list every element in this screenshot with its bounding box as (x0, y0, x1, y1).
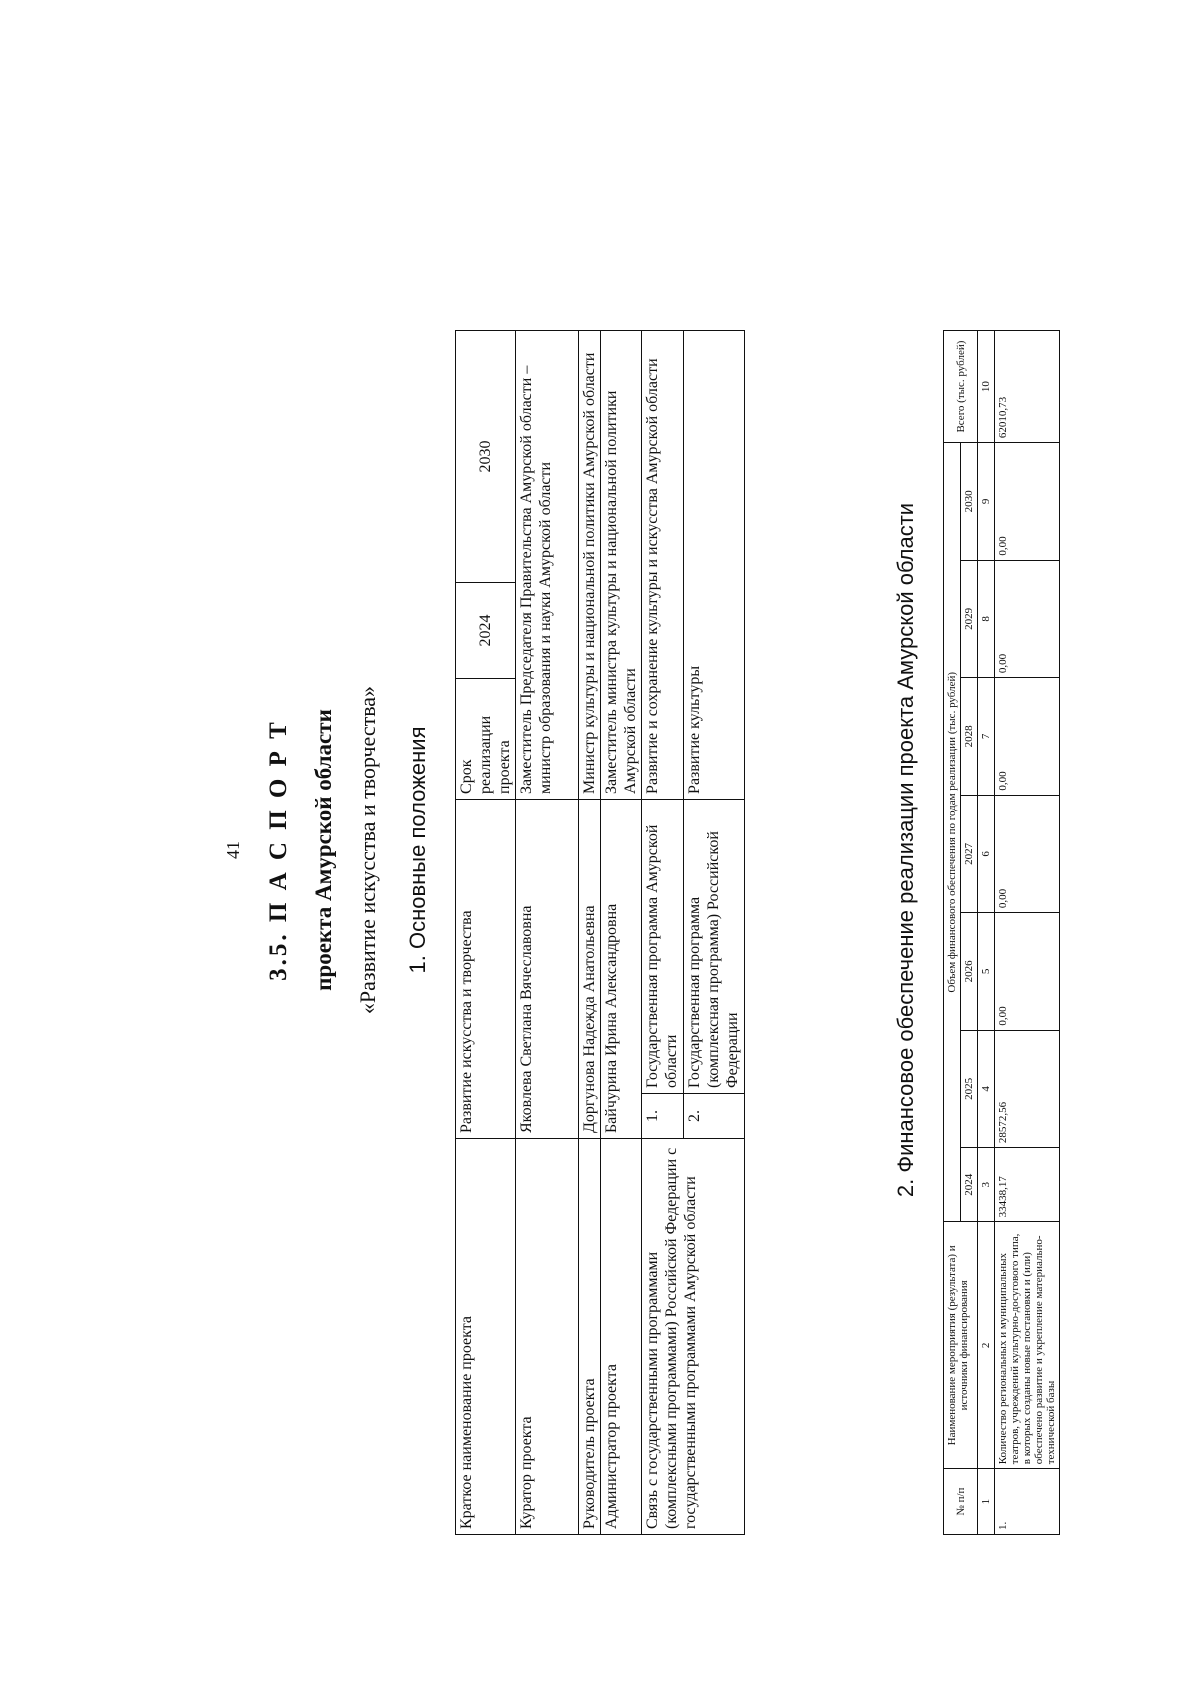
index-cell: 3 (978, 1148, 995, 1222)
year-cell: 2027 (961, 795, 978, 912)
head-row (579, 331, 601, 1535)
head-label: Руководитель проекта (579, 1139, 601, 1535)
short-name-label: Краткое наименование проекта (456, 1139, 516, 1535)
rotated-page (125, 125, 1075, 1575)
period-end: 2030 (456, 331, 516, 583)
program-links-label: Связь с государственными программами (комплексными программами) Российской Федерации с государственными программами Амурской области (642, 1139, 745, 1535)
value-cell: 28572,56 (995, 1030, 1060, 1147)
total-cell: 62010,73 (995, 331, 1060, 443)
index-cell: 1 (978, 1469, 995, 1535)
index-cell: 5 (978, 913, 995, 1030)
row-name: Количество региональных и муниципальных театров, учреждений культурно-досугового типа, в которых созданы новые постановки и (или) обеспечено развитие и укрепление материально-технической базы (995, 1222, 1060, 1469)
head-name: Доргунова Надежда Анатольевна (579, 799, 601, 1138)
year-cell: 2028 (961, 678, 978, 795)
value-cell: 0,00 (995, 560, 1060, 677)
index-cell: 4 (978, 1030, 995, 1147)
administrator-row (601, 331, 642, 1535)
administrator-position: Заместитель министра культуры и национальной политики Амурской области (601, 331, 642, 800)
index-cell: 8 (978, 560, 995, 677)
year-cell: 2026 (961, 913, 978, 1030)
row-num: 1. (995, 1469, 1060, 1535)
document-subtitle: проекта Амурской области (311, 709, 336, 991)
short-name-row (456, 331, 516, 1535)
program-link-num: 1. (642, 1094, 684, 1139)
project-name: «Развитие искусства и творчества» (355, 685, 380, 1015)
index-cell: 2 (978, 1222, 995, 1469)
header-total: Всего (тыс. рублей) (944, 331, 978, 443)
value-cell: 0,00 (995, 795, 1060, 912)
financing-table (943, 330, 1060, 1535)
program-link-program: Государственная программа Амурской области (642, 799, 684, 1093)
value-cell: 0,00 (995, 913, 1060, 1030)
value-cell: 0,00 (995, 443, 1060, 560)
index-cell: 10 (978, 331, 995, 443)
header-name: Наименование мероприятия (результата) и источники финансирования (944, 1222, 978, 1469)
value-cell: 33438,17 (995, 1148, 1060, 1222)
administrator-label: Администратор проекта (601, 1139, 642, 1535)
short-name-value: Развитие искусства и творчества (456, 799, 516, 1138)
header-num: № п/п (944, 1469, 978, 1535)
year-cell: 2029 (961, 560, 978, 677)
section1-heading: 1. Основные положения (405, 726, 430, 974)
program-link-num: 2. (683, 1094, 744, 1139)
program-link-program: Государственная программа (комплексная программа) Российской Федерации (683, 799, 744, 1093)
index-cell: 7 (978, 678, 995, 795)
period-label: Срок реализации проекта (456, 678, 516, 799)
program-link-direction: Развитие и сохранение культуры и искусства Амурской области (642, 331, 684, 800)
curator-position: Заместитель Председателя Правительства Амурской области – министр образования и науки Амурской области (516, 331, 579, 800)
section2-heading: 2. Финансовое обеспечение реализации проекта Амурской области (893, 502, 918, 1198)
program-link-row-1 (642, 331, 684, 1535)
index-cell: 6 (978, 795, 995, 912)
document-title: 3.5. П А С П О Р Т (265, 719, 292, 981)
financing-row (995, 331, 1060, 1535)
head-position: Министр культуры и национальной политики Амурской области (579, 331, 601, 800)
header-years-group: Объем финансового обеспечения по годам реализации (тыс. рублей) (944, 443, 961, 1222)
period-start: 2024 (456, 582, 516, 678)
program-link-direction: Развитие культуры (683, 331, 744, 800)
financing-header-row (944, 331, 961, 1535)
year-cell: 2025 (961, 1030, 978, 1147)
index-cell: 9 (978, 443, 995, 560)
year-cell: 2024 (961, 1148, 978, 1222)
value-cell: 0,00 (995, 678, 1060, 795)
curator-label: Куратор проекта (516, 1139, 579, 1535)
year-cell: 2030 (961, 443, 978, 560)
curator-name: Яковлева Светлана Вячеславовна (516, 799, 579, 1138)
curator-row (516, 331, 579, 1535)
administrator-name: Байчурина Ирина Александровна (601, 799, 642, 1138)
page-number: 41 (223, 841, 243, 859)
main-provisions-table (455, 330, 745, 1535)
financing-index-row (978, 331, 995, 1535)
